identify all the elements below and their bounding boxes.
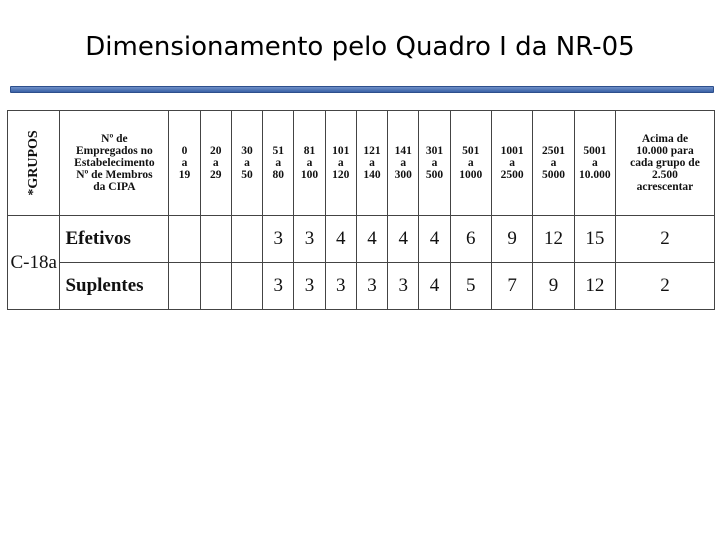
value-cell [169, 263, 200, 310]
extra-header-line: acrescentar [636, 181, 694, 193]
range-header: 501 a 1000 [450, 111, 491, 216]
value-cell: 4 [325, 216, 356, 263]
extra-header-line: Acima de [641, 133, 689, 145]
value-cell: 3 [263, 263, 294, 310]
title-divider [10, 86, 714, 93]
value-cell: 12 [533, 216, 574, 263]
value-cell [231, 263, 262, 310]
range-header: 30 a 50 [231, 111, 262, 216]
extra-header-line: cada grupo de [630, 157, 700, 169]
extra-value-cell: 2 [615, 263, 714, 310]
description-header-line: da CIPA [93, 181, 136, 193]
extra-value-cell: 2 [615, 216, 714, 263]
range-header: 141 a 300 [388, 111, 419, 216]
range-header: 51 a 80 [263, 111, 294, 216]
table-header-row [8, 111, 715, 216]
value-cell: 3 [325, 263, 356, 310]
value-cell [200, 263, 231, 310]
nr05-quadro-table [7, 110, 715, 310]
value-cell: 6 [450, 216, 491, 263]
extra-header-line: 2.500 [652, 169, 678, 181]
range-header: 20 a 29 [200, 111, 231, 216]
value-cell [231, 216, 262, 263]
row-label-suplentes: Suplentes [60, 263, 169, 310]
extra-header-line: 10.000 para [636, 145, 694, 157]
range-header: 301 a 500 [419, 111, 450, 216]
range-header: 2501 a 5000 [533, 111, 574, 216]
description-header-line: Estabelecimento [74, 157, 155, 169]
range-header: 1001 a 2500 [491, 111, 532, 216]
range-header: 0 a 19 [169, 111, 200, 216]
value-cell: 4 [419, 263, 450, 310]
row-label-efetivos: Efetivos [60, 216, 169, 263]
extra-header [615, 111, 714, 216]
value-cell: 3 [263, 216, 294, 263]
value-cell: 3 [356, 263, 387, 310]
range-header: 101 a 120 [325, 111, 356, 216]
slide-title: Dimensionamento pelo Quadro I da NR-05 [85, 32, 635, 62]
table-row-suplentes [8, 263, 715, 310]
value-cell: 7 [491, 263, 532, 310]
description-header-line: Nº de Membros [76, 169, 153, 181]
value-cell: 4 [419, 216, 450, 263]
value-cell: 5 [450, 263, 491, 310]
grupos-header-label: *GRUPOS [25, 130, 41, 196]
range-header: 5001 a 10.000 [574, 111, 615, 216]
value-cell [200, 216, 231, 263]
value-cell: 9 [491, 216, 532, 263]
description-header-line: Nº de [101, 133, 128, 145]
description-header-line: Empregados no [76, 145, 153, 157]
value-cell: 3 [294, 263, 325, 310]
value-cell: 3 [388, 263, 419, 310]
range-header: 81 a 100 [294, 111, 325, 216]
range-header: 121 a 140 [356, 111, 387, 216]
value-cell [169, 216, 200, 263]
table-row-efetivos [8, 216, 715, 263]
value-cell: 12 [574, 263, 615, 310]
value-cell: 15 [574, 216, 615, 263]
group-cell: C-18a [8, 216, 60, 310]
value-cell: 9 [533, 263, 574, 310]
value-cell: 4 [356, 216, 387, 263]
description-header [60, 111, 169, 216]
grupos-header [8, 111, 60, 216]
value-cell: 4 [388, 216, 419, 263]
value-cell: 3 [294, 216, 325, 263]
